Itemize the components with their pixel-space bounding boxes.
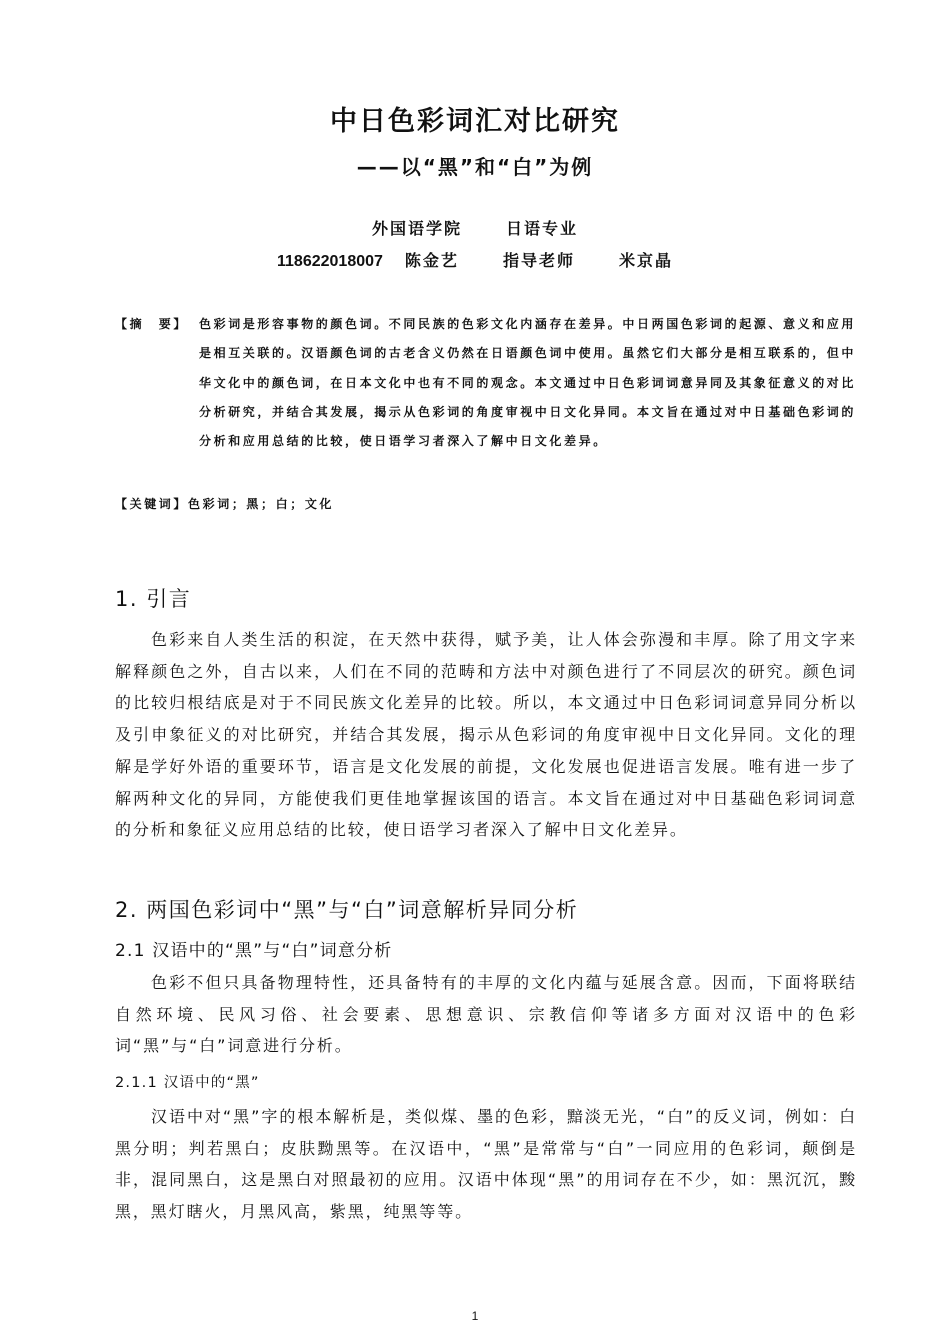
subsection-heading-2-1-1: 2.1.1 汉语中的“黑” [115,1075,260,1091]
keywords-line [115,491,334,517]
section-heading-2: 2. 两国色彩词中“黑”与“白”词意解析异同分析 [115,898,579,922]
paper-title: 中日色彩词汇对比研究 [330,106,620,137]
page-number: 1 [471,1309,479,1323]
abstract-block [115,310,857,456]
subsection-2-1-1-paragraph: 汉语中对“黑”字的根本解析是，类似煤、墨的色彩，黯淡无光，“白”的反义词，例如：白黑分明；判若黑白；皮肤黝黑等。在汉语中，“黑”是常常与“白”一同应用的色彩词，颠倒是非，混同黑白，这是黑白对照最初的应用。汉语中体现“黑”的用词存在不少，如：黑沉沉，黢黑，黑灯瞎火，月黑风高，紫黑，纯黑等等。 [115,1107,857,1222]
affiliation-line-2 [0,249,950,274]
paper-subtitle: ——以“黑”和“白”为例 [356,155,594,179]
student-id: 118622018007 [277,253,383,270]
major-name: 日语专业 [506,219,579,238]
school-name: 外国语学院 [371,219,462,238]
intro-paragraph: 色彩来自人类生活的积淀，在天然中获得，赋予美，让人体会弥漫和丰厚。除了用文字来解释颜色之外，自古以来，人们在不同的范畴和方法中对颜色进行了不同层次的研究。颜色词的比较归根结底是对于不同民族文化差异的比较。所以，本文通过中日色彩词词意异同分析以及引申象征义的对比研究，并结合其发展，揭示从色彩词的角度审视中日文化异同。文化的理解是学好外语的重要环节，语言是文化发展的前提，文化发展也促进语言发展。唯有进一步了解两种文化的异同，方能使我们更佳地掌握该国的语言。本文旨在通过对中日基础色彩词词意的分析和象征义应用总结的比较，使日语学习者深入了解中日文化差异。 [115,630,857,840]
advisor-name: 米京晶 [618,251,673,270]
section-heading-intro: 1. 引言 [115,587,192,611]
abstract-label: 【摘 要】 [115,317,189,331]
subsection-2-1-paragraph: 色彩不但只具备物理特性，还具备特有的丰厚的文化内蕴与延展含意。因而，下面将联结自然环境、民风习俗、社会要素、思想意识、宗教信仰等诸多方面对汉语中的色彩词“黑”与“白”词意进行分析。 [115,973,857,1056]
student-name: 陈金艺 [404,251,459,270]
abstract-text: 色彩词是形容事物的颜色词。不同民族的色彩文化内涵存在差异。中日两国色彩词的起源、意义和应用是相互关联的。汉语颜色词的古老含义仍然在日语颜色词中使用。虽然它们大部分是相互联系的，但中华文化中的颜色词，在日本文化中也有不同的观念。本文通过中日色彩词词意异同及其象征意义的对比分析研究，并结合其发展，揭示从色彩词的角度审视中日文化异同。本文旨在通过对中日基础色彩词的分析和应用总结的比较，使日语学习者深入了解中日文化差异。 [199,317,857,449]
subsection-heading-2-1: 2.1 汉语中的“黑”与“白”词意分析 [115,941,393,961]
affiliation-line-1 [0,217,950,241]
advisor-label: 指导老师 [502,251,575,270]
keywords-text: 色彩词；黑；白；文化 [188,497,335,511]
keywords-label: 【关键词】 [115,497,189,511]
